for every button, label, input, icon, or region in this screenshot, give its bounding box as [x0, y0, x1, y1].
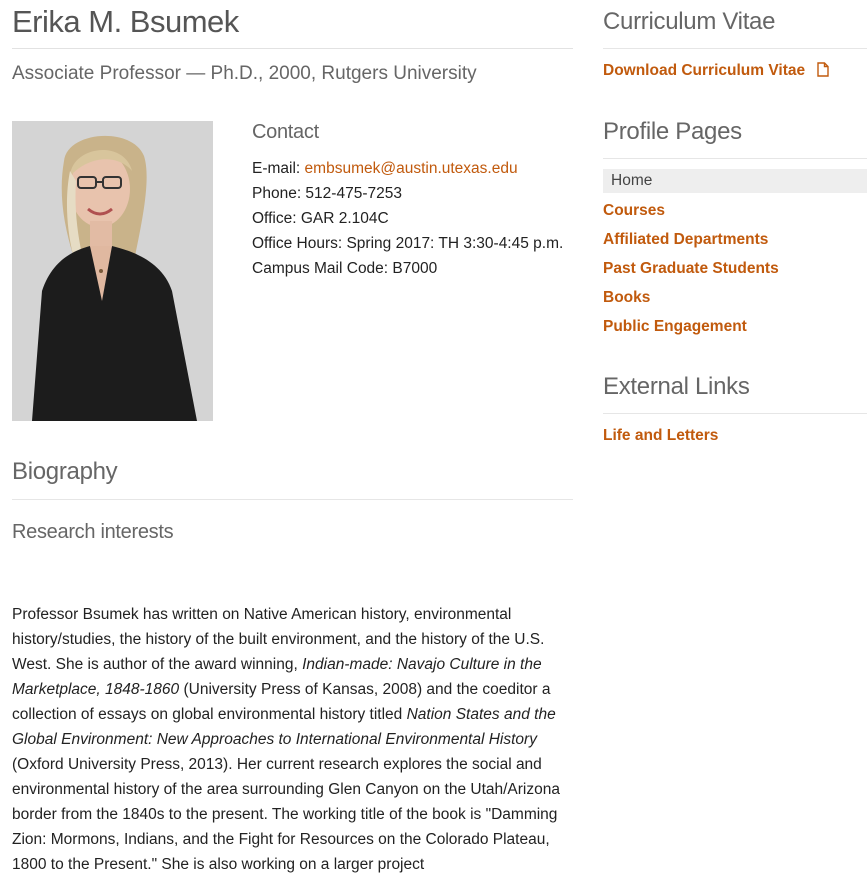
email-label: E-mail: [252, 160, 305, 177]
divider [603, 158, 867, 159]
profile-title: Associate Professor — Ph.D., 2000, Rutgers University [12, 63, 477, 84]
profile-pages-nav [603, 169, 867, 341]
profile-page-affiliated-departments [603, 225, 867, 254]
external-links-heading: External Links [603, 373, 750, 400]
profile-page-past-graduate-students [603, 254, 867, 283]
research-interests-heading: Research interests [12, 521, 174, 543]
courses-link[interactable]: Courses [603, 202, 666, 219]
profile-page-public-engagement [603, 312, 867, 341]
email-line [252, 156, 572, 181]
profile-page-home[interactable]: Home [603, 169, 867, 193]
books-link[interactable]: Books [603, 289, 651, 306]
profile-photo [12, 121, 213, 421]
affiliated-departments-link[interactable]: Affiliated Departments [603, 231, 769, 248]
divider [603, 48, 867, 49]
book-title: Nation States and the Global Environment: New Approaches to International Environmental History [12, 706, 556, 748]
office-hours-line: Office Hours: Spring 2017: TH 3:30-4:45 p.m. [252, 235, 564, 252]
profile-pages-heading: Profile Pages [603, 118, 742, 145]
contact-heading: Contact [252, 121, 319, 143]
document-icon [817, 62, 829, 82]
cv-heading: Curriculum Vitae [603, 8, 776, 35]
bio-text-part: (Oxford University Press, 2013). Her current research explores the social and environmental history of the area surrounding Glen Canyon on the Utah/Arizona border from the 1840s to the present. The working title of the book is "Damming Zion: Mormons, Indians, and the Fight for Resources on the Colorado Plateau, 1800 to the Present." She is also working on a larger project [12, 756, 560, 873]
download-cv-link[interactable] [603, 62, 829, 82]
profile-page-courses [603, 196, 867, 225]
book-title: Indian-made: Navajo Culture in the Marketplace, 1848-1860 [12, 656, 542, 698]
biography-text [12, 602, 578, 877]
life-and-letters-link[interactable]: Life and Letters [603, 427, 719, 444]
divider [12, 48, 573, 49]
download-cv-label: Download Curriculum Vitae [603, 62, 806, 79]
divider [603, 413, 867, 414]
profile-name: Erika M. Bsumek [12, 4, 239, 39]
divider [12, 499, 573, 500]
bio-text-part: (University Press of Kansas, 2008) and the coeditor a collection of essays on global environmental history titled [12, 681, 551, 723]
past-graduate-students-link[interactable]: Past Graduate Students [603, 260, 779, 277]
email-link[interactable]: embsumek@austin.utexas.edu [304, 160, 518, 177]
office-line: Office: GAR 2.104C [252, 210, 389, 227]
campus-mail-line: Campus Mail Code: B7000 [252, 260, 438, 277]
bio-text-part: Professor Bsumek has written on Native American history, environmental history/studies, the history of the built environment, and the history of the U.S. West. She is author of the award winning, [12, 606, 545, 673]
contact-section [252, 121, 572, 281]
biography-heading: Biography [12, 458, 118, 485]
public-engagement-link[interactable]: Public Engagement [603, 318, 747, 335]
profile-page-books [603, 283, 867, 312]
phone-line: Phone: 512-475-7253 [252, 185, 402, 202]
